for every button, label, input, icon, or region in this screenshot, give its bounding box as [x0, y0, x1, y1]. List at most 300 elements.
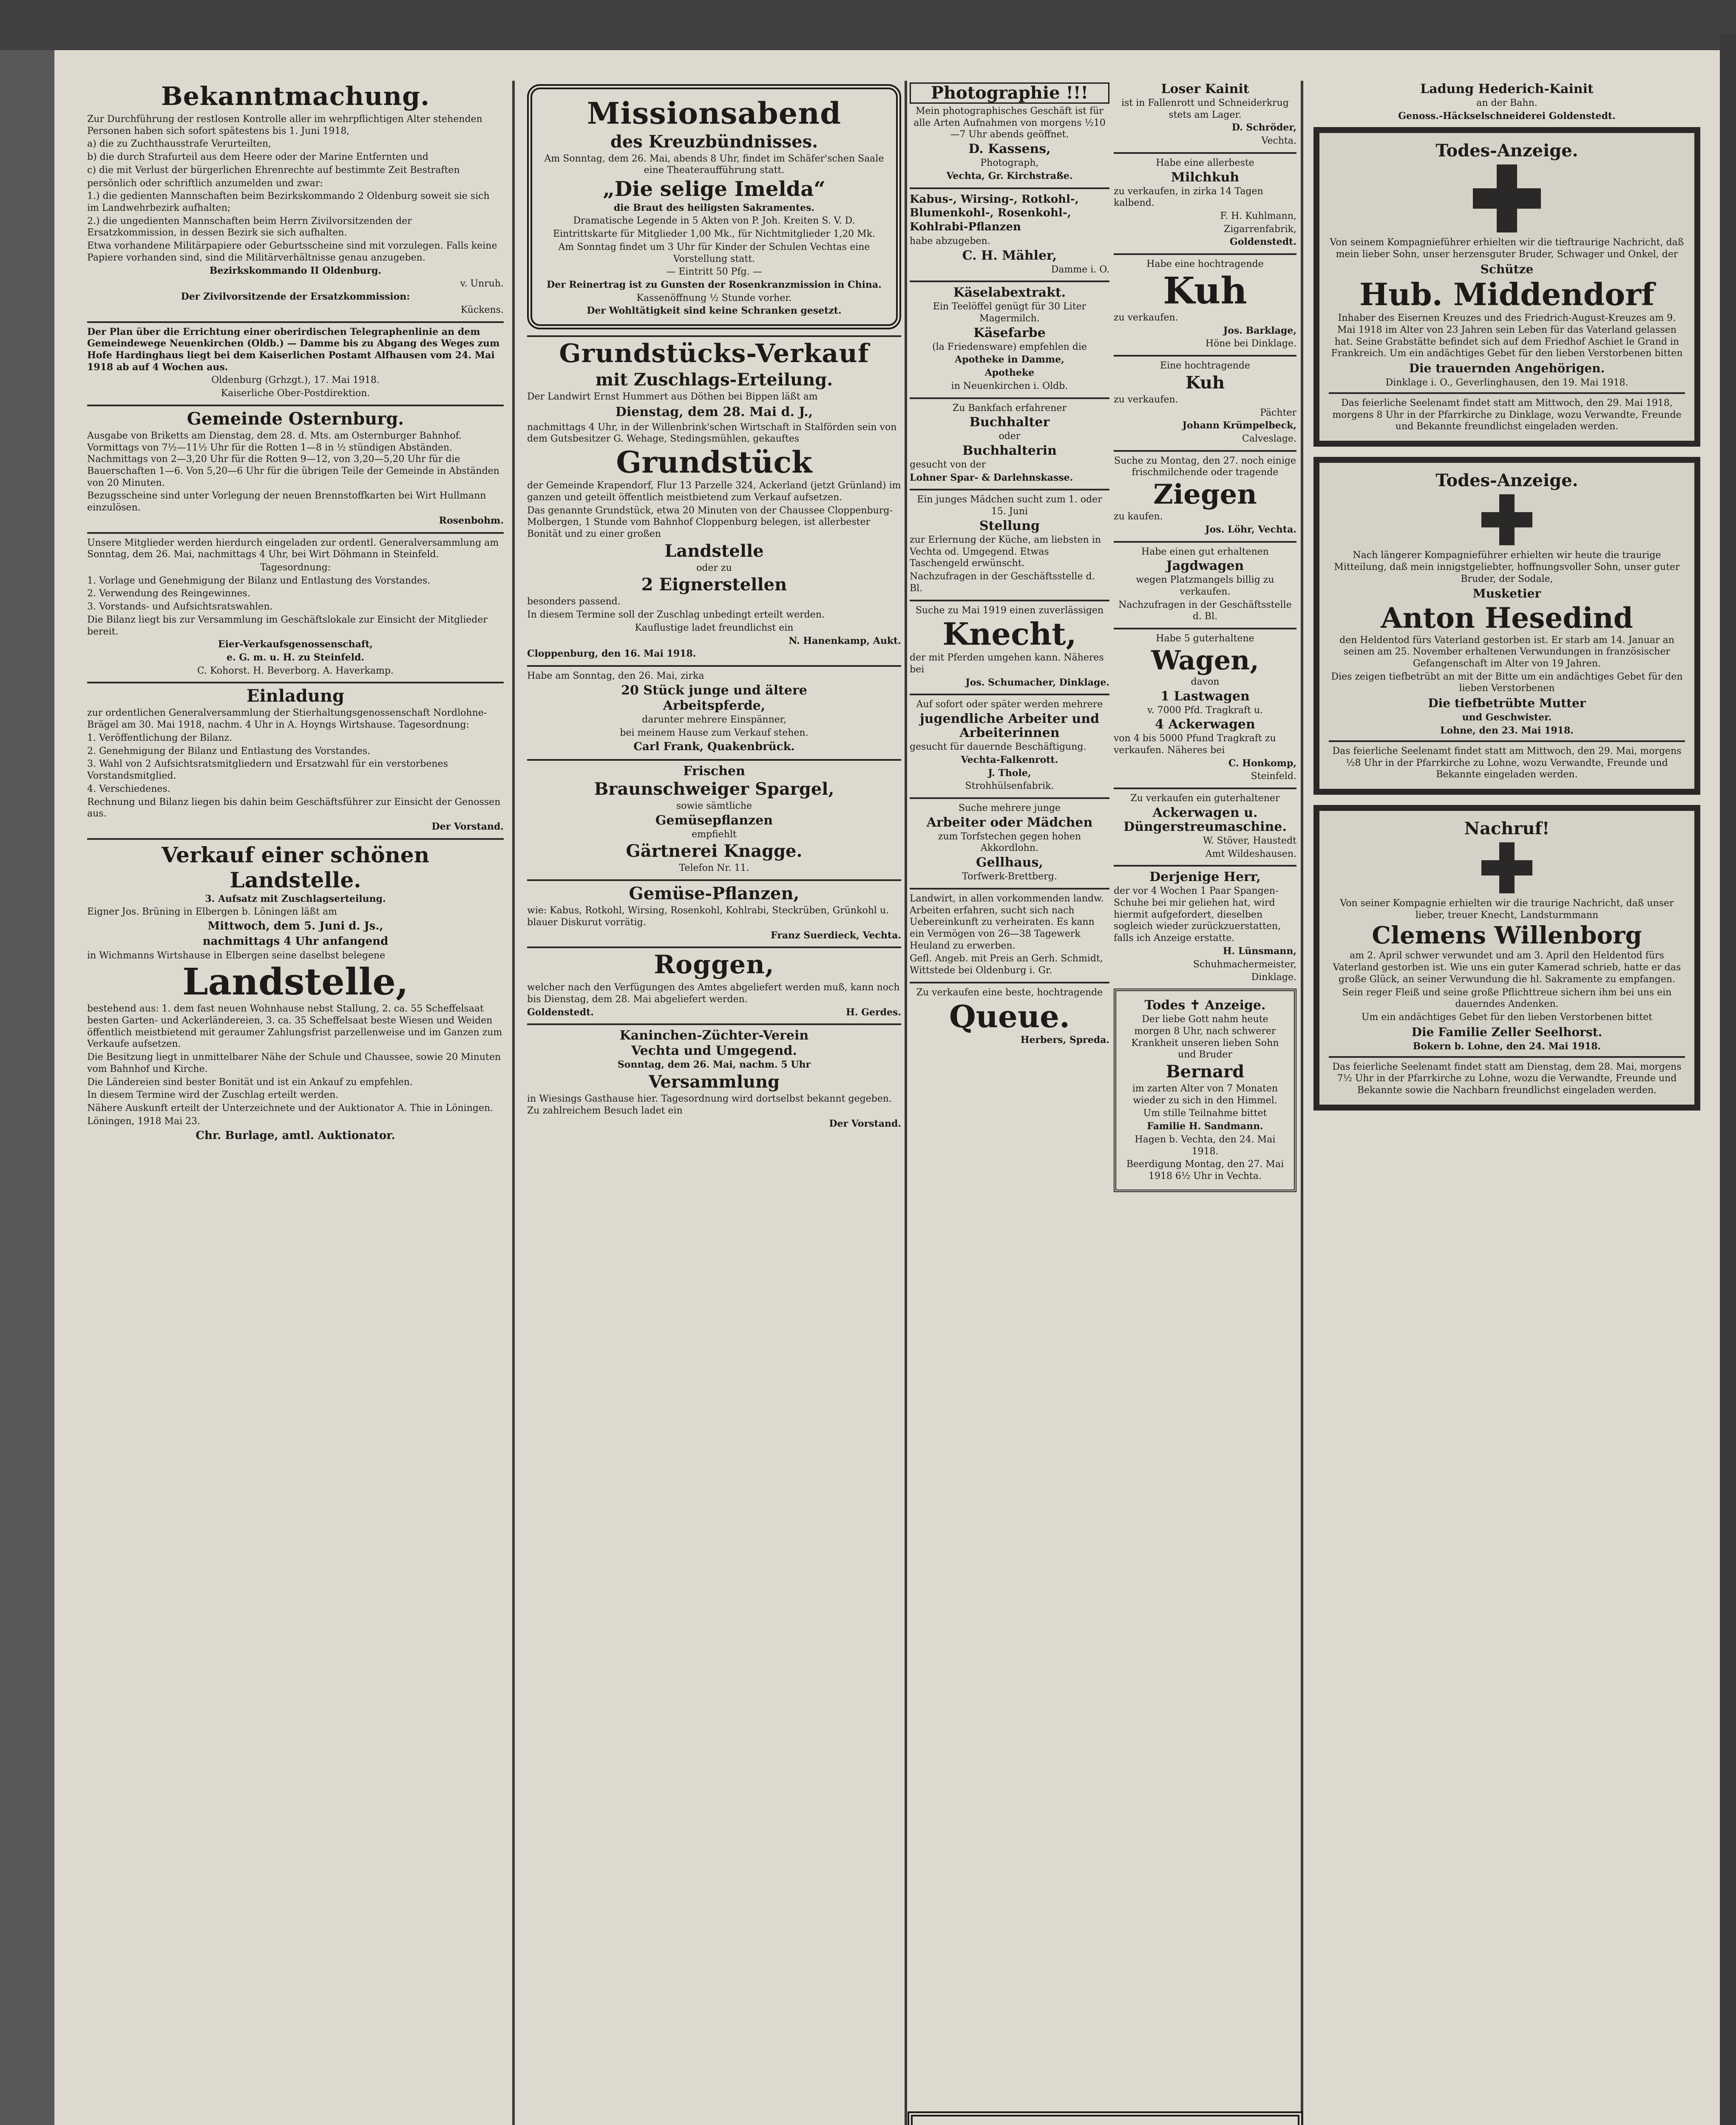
ad-title: Verkauf einer schönen: [161, 842, 430, 867]
ad-text: Etwa vorhandene Militärpapiere oder Geburtsscheine sind mit vorzulegen. Falls keine Papiere vorhanden sind, sind die Militärverhältnisse genau anzugeben.: [87, 241, 497, 263]
ad-signature: J. Thole,: [988, 767, 1031, 779]
ad-kohlpflanzen: [910, 193, 1109, 276]
ad-text: zur ordentlichen Generalversammlung der Stierhaltungsgenossenschaft Nordlohne-Brägel am 30. Mai 1918, nachm. 4 Uhr in A. Hoyngs Wirtshause. Tagesordnung:: [87, 708, 487, 731]
ad-signature: Johann Krümpelbeck,: [1182, 420, 1296, 431]
ad-knecht: [910, 605, 1109, 689]
ad-signature: Kückens.: [460, 304, 504, 315]
ad-todesanzeige-bernard: [1114, 989, 1296, 1192]
ad-signature: Der Vorstand.: [431, 821, 504, 832]
ad-headline: Buchhalter: [969, 415, 1050, 430]
ad-signature: H. Gerdes.: [846, 1006, 901, 1018]
ad-text: von 4 bis 5000 Pfund Tragkraft zu verkaufen. Näheres bei: [1114, 733, 1276, 756]
ad-signature: Der Vorstand.: [829, 1118, 901, 1129]
ad-signature: Franz Suerdieck, Vechta.: [771, 929, 901, 941]
ad-einladung: [87, 687, 504, 833]
ad-text: sowie sämtliche: [676, 800, 752, 811]
ad-text: c) die mit Verlust der bürgerlichen Ehrenrechte auf bestimmte Zeit Bestraften: [87, 164, 460, 176]
ad-text: Nach längerer Kompagnieführer erhielten wir heute die traurige Mitteilung, daß mein innigstgeliebter, hoffnungsvoller Sohn, unser guter Bruder, der Sodale,: [1334, 550, 1680, 584]
ad-text: besonders passend.: [527, 596, 621, 607]
ad-text: Beerdigung Montag, den 27. Mai 1918 6½ Uhr in Vechta.: [1126, 1159, 1284, 1182]
divider: [527, 946, 901, 948]
ad-signature: Goldenstedt.: [527, 1006, 594, 1018]
ad-text: Die Bilanz liegt bis zur Versammlung im Geschäftslokale zur Einsicht der Mitglieder bereit.: [87, 614, 488, 637]
ad-photographie: [910, 82, 1109, 182]
ad-kuh-2: [1114, 360, 1296, 445]
ad-text: Nähere Auskunft erteilt der Unterzeichnete und der Auktionator A. Thie in Löningen.: [87, 1103, 494, 1114]
divider: [910, 797, 1109, 799]
ad-hederich-kainit: [1313, 82, 1700, 122]
ad-text: Der Wohltätigkeit sind keine Schranken gesetzt.: [587, 305, 842, 317]
ad-text: Nachzufragen in der Geschäftsstelle d. Bl.: [910, 571, 1095, 594]
ad-kaninchen: [527, 1028, 901, 1130]
ad-signature: Der Zivilvorsitzende der Ersatzkommission:: [181, 291, 410, 303]
divider: [910, 187, 1109, 189]
ad-text: zum Torfstechen gegen hohen Akkordlohn.: [938, 831, 1081, 854]
ad-headline: Clemens Willenborg: [1372, 921, 1642, 950]
ad-text: persönlich oder schriftlich anzumelden und zwar:: [87, 178, 323, 189]
ad-date: Mittwoch, dem 5. Juni d. Js.,: [207, 920, 383, 933]
ad-signature: Jos. Schumacher, Dinklage.: [965, 677, 1109, 688]
ad-text: der Gemeinde Krapendorf, Flur 13 Parzelle 324, Ackerland (jetzt Grünland) im ganzen und geteilt öffentlich meistbietend zum Verkauf aufsetzen.: [527, 480, 901, 503]
ad-text: 2. Verwendung des Reingewinnes.: [87, 588, 250, 599]
divider: [910, 982, 1109, 983]
ad-text: darunter mehrere Einspänner,: [642, 714, 786, 725]
ad-signature: Jos. Löhr, Vechta.: [1205, 524, 1296, 535]
ad-headline: jugendliche Arbeiter und Arbeiterinnen: [919, 711, 1100, 741]
ad-title: Missionsabend: [587, 96, 842, 131]
ad-text: Das feierliche Seelenamt findet statt am Mittwoch, den 29. Mai 1918, morgens 8 Uhr in der Pfarrkirche zu Dinklage, wozu Verwandte, Freunde und Bekannte freundlichst eingeladen werden.: [1332, 398, 1682, 432]
ad-signature: Goldenstedt.: [1230, 236, 1296, 248]
ad-signature: Jos. Barklage,: [1223, 325, 1296, 336]
ad-text: (la Friedensware) empfehlen die: [932, 341, 1087, 352]
iron-cross-icon: [1481, 494, 1532, 545]
ad-title: Gemeinde Osternburg.: [187, 408, 404, 429]
iron-cross-icon: [1473, 164, 1541, 232]
ad-headline: Landstelle: [664, 541, 764, 561]
ad-signature: Höne bei Dinklage.: [1205, 338, 1296, 349]
divider: [1114, 152, 1296, 154]
divider: [87, 532, 504, 534]
ad-text: In diesem Termine wird der Zuschlag erteilt werden.: [87, 1090, 339, 1101]
ad-title: Ladung Hederich-Kainit: [1420, 82, 1594, 96]
ad-signature: Carl Frank, Quakenbrück.: [633, 740, 795, 754]
ad-text: Die Ländereien sind bester Bonität und ist ein Ankauf zu empfehlen.: [87, 1077, 413, 1088]
ad-grundstueck: [527, 340, 901, 660]
ad-text: Das genannte Grundstück, etwa 20 Minuten von der Chaussee Cloppenburg-Molbergen, 1 Stunde vom Bahnhof Cloppenburg belegen, ist allerbester Bonität und zu einer großen: [527, 505, 893, 540]
ad-text: 2. Genehmigung der Bilanz und Entlastung des Vorstandes.: [87, 745, 371, 756]
ad-text: der vor 4 Wochen 1 Paar Spangen-Schuhe bei mir geliehen hat, wird hiermit aufgefordert, dieselben sogleich wieder zurückzuerstatten, falls ich Anzeige erstatte.: [1114, 886, 1281, 944]
ad-text: wie: Kabus, Rotkohl, Wirsing, Rosenkohl, Kohlrabi, Steckrüben, Grünkohl u. blauer Diskurut vorrätig.: [527, 905, 889, 928]
ad-text: der mit Pferden umgehen kann. Näheres bei: [910, 652, 1104, 675]
ad-text: oder zu: [696, 562, 732, 573]
ad-milchkuh: [1114, 157, 1296, 248]
ad-signature: Pächter: [1260, 407, 1296, 418]
ad-text: Tagesordnung:: [260, 562, 331, 573]
ad-signature: Vechta-Falkenrott.: [961, 754, 1058, 765]
ad-text: 3. Aufsatz mit Zuschlagserteilung.: [205, 893, 386, 904]
ad-text: Um ein andächtiges Gebet für den lieben Verstorbenen bittet: [1361, 1012, 1653, 1023]
ad-text: gesucht für dauernde Beschäftigung.: [910, 742, 1086, 753]
ad-bekanntmachung: [87, 83, 504, 316]
ad-wagen: [1114, 633, 1296, 782]
ad-text: 1. Veröffentlichung der Bilanz.: [87, 732, 232, 743]
ad-text: Um stille Teilnahme bittet: [1143, 1108, 1267, 1119]
ad-title: Einladung: [247, 686, 344, 706]
ad-signature: D. Schröder,: [1231, 122, 1296, 133]
ad-text: in Wiesings Gasthause hier. Tagesordnung wird dortselbst bekannt gegeben. Zu zahlreichem Besuch ladet ein: [527, 1094, 892, 1116]
ad-text: an der Bahn.: [1476, 98, 1537, 108]
ad-gemuese-pflanzen: [527, 884, 901, 941]
ad-ziegen: [1114, 455, 1296, 536]
divider: [87, 405, 504, 406]
ad-text: Gefl. Angeb. mit Preis an Gerh. Schmidt, Wittstede bei Oldenburg i. Gr.: [910, 953, 1103, 976]
ad-text: Landwirt, in allen vorkommenden landw. Arbeiten erfahren, sucht sich nach Uebereinkunft zu verheiraten. Es kann ein Vermögen von 26—38 Tagewerk Heuland zu erwerben.: [910, 893, 1104, 951]
ad-signature: Schuhmachermeister,: [1193, 959, 1296, 970]
ad-text: Ein Teelöffel genügt für 30 Liter Magermilch.: [933, 301, 1086, 324]
iron-cross-icon: [1481, 842, 1532, 893]
ad-title: Loser Kainit: [1161, 82, 1249, 96]
ad-text: Damme i. O.: [1051, 264, 1109, 275]
ad-title: Derjenige Herr,: [1149, 870, 1261, 885]
ad-text: Ein junges Mädchen sucht zum 1. oder 15. Juni: [917, 494, 1102, 517]
ad-headline: Buchhalterin: [962, 443, 1057, 459]
ad-signature: Vechta.: [1261, 136, 1296, 147]
ad-headline: Arbeiter oder Mädchen: [926, 815, 1093, 830]
ad-telegraph: [87, 326, 504, 400]
ad-headline: Gärtnerei Knagge.: [626, 841, 803, 861]
divider: [1114, 253, 1296, 255]
divider: [1114, 541, 1296, 543]
ad-headline: Milchkuh: [1171, 170, 1240, 185]
ad-text: Eine hochtragende: [1160, 360, 1251, 371]
ad-text: zu verkaufen, in zirka 14 Tagen kalbend.: [1114, 186, 1263, 209]
ad-text: Dramatische Legende in 5 Akten von P. Joh. Kreiten S. V. D.: [573, 215, 855, 227]
ad-title: Todes-Anzeige.: [1435, 141, 1578, 161]
ad-text: Von seinem Kompagnieführer erhielten wir die tieftraurige Nachricht, daß mein lieber Sohn, unser herzensguter Bruder, Schwager und Onkel, der: [1330, 237, 1684, 260]
column-3: [910, 81, 1109, 2125]
ad-headline: Wagen,: [1151, 644, 1259, 676]
scan-right-edge: [1720, 34, 1736, 2125]
ad-text: Musketier: [1472, 586, 1541, 601]
ad-signature: Bezirkskommando II Oldenburg.: [209, 265, 382, 276]
ad-date: Cloppenburg, den 16. Mai 1918.: [527, 648, 696, 660]
ad-date: Dienstag, dem 28. Mai d. J.,: [615, 404, 813, 419]
ad-date: Lohne, den 23. Mai 1918.: [1440, 725, 1574, 737]
divider: [87, 682, 504, 683]
obituary-willenborg: [1313, 805, 1700, 1111]
ad-title: Kabus-, Wirsing-, Rotkohl-, Blumenkohl-, Rosenkohl-, Kohlrabi-Pflanzen: [910, 193, 1079, 234]
ad-text: In diesem Termine soll der Zuschlag unbedingt erteilt werden.: [527, 609, 825, 620]
ad-text: Schütze: [1480, 262, 1534, 276]
ad-signature: und Geschwister.: [1462, 712, 1552, 723]
ad-text: zu kaufen.: [1114, 511, 1163, 522]
ad-signature: v. Unruh.: [460, 278, 504, 289]
divider: [527, 759, 901, 761]
divider: [1329, 392, 1685, 394]
death-notice-middendorf: [1313, 127, 1700, 447]
ad-text: Frischen: [683, 763, 745, 779]
ad-text: 3. Wahl von 2 Aufsichtsratsmitgliedern und Ersatzwahl für ein verstorbenes Vorstandsmitglied.: [87, 759, 448, 782]
ad-kaeselab: [910, 286, 1109, 392]
ad-text: Apotheke: [984, 367, 1035, 379]
ad-headline: Braunschweiger Spargel,: [594, 779, 834, 799]
ad-headline: Arbeitspferde,: [663, 698, 766, 713]
ad-signature: e. G. m. u. H. zu Steinfeld.: [226, 652, 365, 663]
ad-headline: Landstelle,: [182, 960, 408, 1004]
ad-text: 2.) die ungedienten Mannschaften beim Herrn Zivilvorsitzenden der Ersatzkommission, in dessen Bezirk sie sich aufhalten.: [87, 215, 412, 238]
ad-kreymborg: [908, 2111, 1303, 2125]
ad-signature: N. Hanenkamp, Aukt.: [789, 635, 901, 646]
ad-signature: H. Lünsmann,: [1223, 945, 1296, 957]
ad-text: Suche mehrere junge: [958, 802, 1061, 813]
ad-title: Todes ✝ Anzeige.: [1144, 998, 1266, 1013]
column-rule: [905, 81, 907, 2125]
ad-text: Mein photographisches Geschäft ist für alle Arten Aufnahmen von morgens ½10—7 Uhr abends geöffnet.: [913, 106, 1106, 140]
ad-title: Kaninchen-Züchter-Verein: [619, 1028, 809, 1043]
ad-text: empfiehlt: [692, 829, 737, 840]
divider: [1114, 628, 1296, 629]
ad-date: nachmittags 4 Uhr anfangend: [202, 935, 389, 948]
ad-signature: F. H. Kuhlmann,: [1220, 211, 1296, 222]
ad-title: Gemüse-Pflanzen,: [629, 884, 800, 904]
ad-text: Zu verkaufen ein guterhaltener: [1130, 793, 1280, 804]
ad-text: Das feierliche Seelenamt findet statt am Dienstag, dem 28. Mai, morgens 7½ Uhr in der Pfarrkirche zu Lohne, wozu die Verwandte, Freunde und Bekannte sowie die Nachbarn freundlichst eingeladen werden.: [1332, 1061, 1682, 1096]
ad-signature: Gellhaus,: [976, 855, 1043, 870]
divider: [1114, 865, 1296, 867]
ad-signature: Chr. Burlage, amtl. Auktionator.: [196, 1129, 395, 1142]
ad-title: Käselabextrakt.: [953, 285, 1066, 300]
ad-text: in Wichmanns Wirtshause in Elbergen seine daselbst belegene: [87, 950, 386, 961]
ad-jugendliche-arbeiter: [910, 699, 1109, 792]
ad-signature: Zigarrenfabrik,: [1224, 224, 1296, 235]
column-rule: [1301, 81, 1303, 2125]
ad-text: Eigner Jos. Brüning in Elbergen b. Löningen läßt am: [87, 907, 337, 918]
divider: [910, 280, 1109, 282]
ad-text: Kassenöffnung ½ Stunde vorher.: [636, 292, 792, 303]
ad-text: oder: [998, 431, 1021, 442]
ad-signature: Die trauernden Angehörigen.: [1409, 361, 1605, 376]
divider: [87, 838, 504, 840]
column-1: [87, 81, 504, 2125]
ad-title: Photographie !!!: [910, 82, 1109, 104]
divider: [1329, 1056, 1685, 1058]
column-5: [1313, 81, 1700, 2125]
ad-title: Bekanntmachung.: [161, 82, 430, 111]
ad-title: Todes-Anzeige.: [1435, 470, 1578, 491]
scan-top-edge: [0, 0, 1736, 50]
ad-signature: C. Honkomp,: [1228, 757, 1296, 769]
ad-signature: Kaiserliche Ober-Postdirektion.: [221, 388, 370, 399]
ad-subtitle: mit Zuschlags-Erteilung.: [595, 370, 833, 390]
ad-text: Habe 5 guterhaltene: [1156, 633, 1254, 644]
divider: [1329, 740, 1685, 742]
divider: [910, 600, 1109, 601]
ad-text: 1. Vorlage und Genehmigung der Bilanz und Entlastung des Vorstandes.: [87, 575, 431, 586]
ad-text: zu verkaufen.: [1114, 312, 1178, 323]
ad-text: Das feierliche Seelenamt findet statt am Mittwoch, den 29. Mai, morgens ½8 Uhr in der Pfarrkirche zu Lohne, wozu Verwandte, Freunde und Bekannte eingeladen werden.: [1332, 745, 1682, 780]
ad-text: Rechnung und Bilanz liegen bis dahin beim Geschäftsführer zur Einsicht der Genossen aus.: [87, 796, 501, 819]
ad-headline: Gemüsepflanzen: [655, 813, 773, 828]
ad-headline: Bernard: [1166, 1061, 1245, 1082]
ad-landwirt: [910, 893, 1109, 977]
ad-stellung: [910, 494, 1109, 594]
ad-signature: Strohhülsenfabrik.: [965, 781, 1054, 792]
ad-headline: C. H. Mähler,: [962, 248, 1057, 263]
divider: [527, 879, 901, 881]
divider: [910, 888, 1109, 890]
ad-text: 1.) die gedienten Mannschaften beim Bezirkskommando 2 Oldenburg soweit sie sich im Landwehrbezirk aufhalten;: [87, 191, 490, 214]
ad-signature: Die tiefbetrübte Mutter: [1428, 696, 1586, 711]
ad-headline: Grundstück: [616, 445, 812, 480]
ad-date: Löningen, 1918 Mai 23.: [87, 1116, 201, 1127]
ad-title: Roggen,: [654, 950, 774, 980]
ad-text: im zarten Alter von 7 Monaten wieder zu sich in den Himmel.: [1132, 1083, 1278, 1106]
ad-text: v. 7000 Pfd. Tragkraft u.: [1147, 705, 1263, 716]
ad-headline: Versammlung: [648, 1072, 780, 1092]
column-2: [527, 81, 901, 2125]
ad-roggen: [527, 952, 901, 1018]
ad-signature: Herbers, Spreda.: [1020, 1034, 1109, 1046]
ad-text: in Neuenkirchen i. Oldb.: [951, 380, 1068, 391]
ad-text: bestehend aus: 1. dem fast neuen Wohnhause nebst Stallung, 2. ca. 55 Scheffelsaat besten Garten- und Ackerländereien, 3. ca. 35 Scheffelsaat beste Wiesen und Weiden öffentlich meistbietend mit geraumer Zahlungsfrist parzellenweise und im Ganzen zum Verkaufe aufsetzen.: [87, 1003, 502, 1050]
ad-text: Zu verkaufen eine beste, hochtragende: [916, 987, 1103, 998]
ad-date: Dinklage i. O., Geverlinghausen, den 19. Mai 1918.: [1385, 377, 1628, 388]
ad-date: Bokern b. Lohne, den 24. Mai 1918.: [1413, 1041, 1601, 1052]
ad-text: Zu Bankfach erfahrener: [952, 402, 1067, 414]
ad-landstelle-verkauf: [87, 843, 504, 1143]
ad-text: Der Plan über die Errichtung einer oberirdischen Telegraphenlinie an dem Gemeindewege Neuenkirchen (Oldb.) — Damme bis zu Abgang des Weges zum Hofe Hardinghaus liegt bei dem Kaiserlichen Postamt Alfhausen vom 24. Mai 1918 ab auf 4 Wochen aus.: [87, 326, 500, 373]
ad-text: Auf sofort oder später werden mehrere: [916, 699, 1103, 710]
ad-headline: 4 Ackerwagen: [1155, 717, 1255, 732]
ad-text: Vechta, Gr. Kirchstraße.: [946, 170, 1073, 181]
ad-signature: W. Stöver, Haustedt: [1203, 835, 1296, 846]
ad-ackerwagen: [1114, 793, 1296, 860]
divider: [527, 665, 901, 667]
column-4: [1114, 81, 1296, 2125]
ad-title: Landstelle.: [230, 867, 361, 892]
ad-text: Kauflustige ladet freundlichst ein: [635, 622, 794, 633]
ad-generalversammlung: [87, 537, 504, 677]
divider: [87, 321, 504, 323]
ad-text: nachmittags 4 Uhr, in der Willenbrink'schen Wirtschaft in Stalförden sein von dem Gutsbesitzer G. Wehage, Stedingsmühlen, gekauftes: [527, 422, 897, 445]
ad-headline: Ackerwagen u. Düngerstreumaschine.: [1123, 805, 1287, 834]
ad-text: 4. Verschiedenes.: [87, 783, 170, 794]
ad-text: Zur Durchführung der restlosen Kontrolle aller im wehrpflichtigen Alter stehenden Personen haben sich sofort spätestens bis 1. Juni 1918,: [87, 114, 482, 136]
divider: [1114, 355, 1296, 357]
ad-headline: Kuh: [1163, 269, 1247, 312]
ad-signature: Rosenbohm.: [439, 515, 504, 526]
ad-text: Suche zu Montag, den 27. noch einige frischmilchende oder tragende: [1114, 455, 1296, 478]
ad-signature: Amt Wildeshausen.: [1205, 848, 1296, 859]
ad-text: — Eintritt 50 Pfg. —: [666, 266, 762, 278]
ad-text: Der Reinertrag ist zu Gunsten der Rosenkranzmission in China.: [547, 279, 882, 291]
ad-text: Apotheke in Damme,: [955, 354, 1064, 366]
divider: [1114, 450, 1296, 452]
ad-headline: Ziegen: [1153, 479, 1257, 511]
ad-text: Habe eine hochtragende: [1146, 259, 1264, 270]
ad-headline: 1 Lastwagen: [1160, 688, 1250, 704]
ad-headline: „Die selige Imelda“: [603, 177, 825, 201]
ad-kuh: [1114, 258, 1296, 350]
ad-signature: Torfwerk-Brettberg.: [962, 871, 1057, 882]
ad-text: welcher nach den Verfügungen des Amtes abgeliefert werden muß, kann noch bis Dienstag, dem 28. Mai abgeliefert werden.: [527, 982, 900, 1005]
ad-signature: C. Kohorst. H. Beverborg. A. Haverkamp.: [197, 665, 394, 676]
ad-signature: Hagen b. Vechta, den 24. Mai 1918.: [1135, 1134, 1276, 1157]
ad-headline: Stellung: [979, 518, 1040, 533]
column-rule: [512, 81, 515, 2125]
ad-loser-kainit: [1114, 82, 1296, 147]
ad-buchhalter: [910, 402, 1109, 484]
ad-headline: 2 Eignerstellen: [641, 575, 787, 595]
ad-text: Die Besitzung liegt in unmittelbarer Nähe der Schule und Chaussee, sowie 20 Minuten vom Bahnhof und Kirche.: [87, 1052, 501, 1074]
ad-text: die Braut des heiligsten Sakramentes.: [613, 202, 815, 213]
ad-text: a) die zu Zuchthausstrafe Verurteilten,: [87, 139, 272, 150]
death-notice-hesedind: [1313, 457, 1700, 795]
ad-signature: Genoss.-Häckselschneiderei Goldenstedt.: [1398, 110, 1616, 122]
ad-text: Eintrittskarte für Mitglieder 1,00 Mk., für Nichtmitglieder 1,20 Mk.: [553, 229, 876, 240]
ad-derjenige-herr: [1114, 870, 1296, 983]
ad-text: Nachzufragen in der Geschäftsstelle d. Bl.: [1118, 599, 1292, 622]
divider: [910, 397, 1109, 399]
ad-queue: [910, 987, 1109, 1046]
ad-text: Der liebe Gott nahm heute morgen 8 Uhr, nach schwerer Krankheit unseren lieben Sohn und Bruder: [1131, 1014, 1279, 1060]
ad-subtitle: des Kreuzbündnisses.: [610, 131, 818, 152]
ad-jagdwagen: [1114, 546, 1296, 623]
divider: [527, 1023, 901, 1025]
ad-text: ist in Fallenrott und Schneiderkrug stets am Lager.: [1121, 98, 1289, 120]
ad-text: Dies zeigen tiefbetrübt an mit der Bitte um ein andächtiges Gebet für den lieben Verstorbenen: [1331, 671, 1683, 694]
ad-text: Sein reger Fleiß und seine große Pflichttreue sichern ihm bei uns ein dauerndes Andenken.: [1342, 987, 1672, 1010]
divider: [910, 489, 1109, 490]
ad-text: bei meinem Hause zum Verkauf stehen.: [620, 727, 808, 738]
ad-text: Habe einen gut erhaltenen: [1141, 546, 1269, 557]
divider: [527, 335, 901, 337]
ad-signature: Lohner Spar- & Darlehnskasse.: [910, 472, 1073, 483]
ad-signature: Eier-Verkaufsgenossenschaft,: [218, 639, 373, 650]
ad-signature: Steinfeld.: [1251, 771, 1296, 782]
ad-text: Suche zu Mai 1919 einen zuverlässigen: [915, 605, 1104, 616]
ad-headline: Queue.: [949, 998, 1070, 1034]
ad-headline: Kuh: [1185, 372, 1225, 393]
ad-headline: D. Kassens,: [968, 142, 1051, 157]
ad-text: b) die durch Strafurteil aus dem Heere oder der Marine Entfernten und: [87, 152, 428, 163]
ad-signature: Familie H. Sandmann.: [1147, 1121, 1263, 1132]
ad-missionsabend: [527, 84, 901, 329]
ad-arbeitspferde: [527, 670, 901, 754]
ad-text: Photograph,: [980, 158, 1039, 169]
ad-text: wegen Platzmangels billig zu verkaufen.: [1136, 575, 1274, 597]
ad-signature: Oldenburg (Grhzgt.), 17. Mai 1918.: [211, 375, 380, 386]
ad-headline: Knecht,: [942, 616, 1077, 652]
ad-text: 3. Vorstands- und Aufsichtsratswahlen.: [87, 601, 273, 612]
ad-text: Von seiner Kompagnie erhielten wir die traurige Nachricht, daß unser lieber, treuer Knecht, Landsturmmann: [1340, 898, 1674, 921]
ad-text: Unsere Mitglieder werden hierdurch eingeladen zur ordentl. Generalversammlung am Sonntag, dem 26. Mai, nachmittags 4 Uhr, bei Wirt Döhmann in Steinfeld.: [87, 537, 499, 560]
ad-text: zur Erlernung der Küche, am liebsten in Vechta od. Umgegend. Etwas Taschengeld erwünscht.: [910, 534, 1101, 569]
ad-text: Am Sonntag, dem 26. Mai, abends 8 Uhr, findet im Schäfer'schen Saale eine Theateraufführung statt.: [544, 153, 884, 176]
ad-signature: Calveslage.: [1242, 433, 1296, 444]
ad-text: den Heldentod fürs Vaterland gestorben ist. Er starb am 14. Januar an seinen am 25. November erhaltenen Verwundungen in französischer Gefangenschaft im Alter von 19 Jahren.: [1339, 635, 1674, 669]
ad-text: Telefon Nr. 11.: [679, 863, 749, 874]
ad-text: habe abzugeben.: [910, 235, 990, 246]
ad-text: gesucht von der: [910, 459, 986, 470]
divider: [910, 694, 1109, 695]
ad-title: Nachruf!: [1464, 819, 1550, 839]
ad-headline: 20 Stück junge und ältere: [621, 683, 807, 698]
ad-title: Grundstücks-Verkauf: [559, 339, 869, 369]
ad-text: Bezugsscheine sind unter Vorlegung der neuen Brennstoffkarten bei Wirt Hullmann einzulösen.: [87, 490, 486, 513]
ad-title: Vechta und Umgegend.: [631, 1043, 797, 1059]
ad-text: zu verkaufen.: [1114, 394, 1178, 405]
